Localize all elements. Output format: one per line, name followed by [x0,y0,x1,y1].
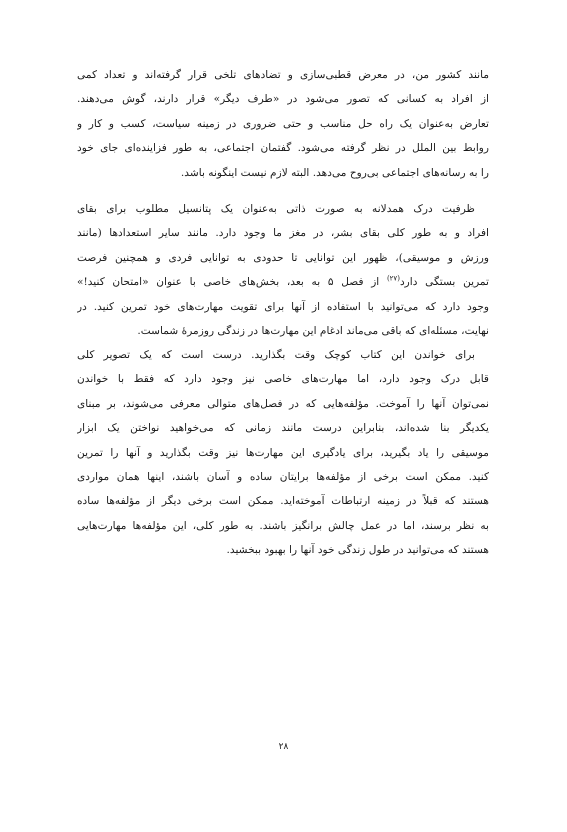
text-line: افراد و به طور کلی بقای بشر، در مغز ما وجود دارد. مانند سایر استعدادها (مانند [77,227,489,240]
text-line: موسیقی را یاد بگیرید، برای یادگیری این مهارت‌ها نیز وقت بگذارید و آنها را تمرین [77,446,489,459]
text-line: هستند که قبلاً در زمینه ارتباطات آموخته‌اید. ممکن است برخی دیگر از مؤلفه‌ها ساده [77,495,489,508]
text-line: ظرفیت درک همدلانه به صورت ذاتی به‌عنوان یک پتانسیل مطلوب برای بقای [77,203,475,215]
text-line: مانند کشور من، در معرض قطبی‌سازی و تضادهای تلخی قرار گرفته‌اند و تعداد کمی [77,69,489,81]
text-line: نمی‌توان آنها را آموخت. مؤلفه‌هایی که در فصل‌های متوالی معرفی می‌شوند، بر مبنای [77,397,489,410]
text-line: برای خواندن این کتاب کوچک وقت بگذارید. درست است که یک تصویر کلی [77,349,475,361]
text-line: را به رسانه‌های اجتماعی بی‌روح می‌دهد. البته لازم نیست اینگونه باشد. [180,166,489,179]
text-line: هستند که می‌توانید در طول زندگی خود آنها را بهبود ببخشید. [226,544,489,557]
text-line: تعارض به‌عنوان یک راه حل مناسب و حتی ضروری در زمینه سیاست، کسب و کار و [77,117,489,130]
text-fragment: تمرین بستگی دارد [399,276,489,289]
text-line: قابل درک وجود دارد، اما مهارت‌های خاصی نیز وجود دارد که فقط با خواندن [77,373,489,386]
paragraph-2 [77,197,489,343]
text-line: یکدیگر بنا شده‌اند، بنابراین درست مانند زمانی که می‌خواهید نواختن یک ابزار [77,422,489,435]
text-fragment: از فصل ۵ به بعد، بخش‌های خاصی با عنوان «امتحان کنید!» [77,276,387,289]
text-line: وجود دارد که می‌توانید با استفاده از آنها برای تقویت مهارت‌های خود تمرین کنید. در [77,300,489,313]
text-line: روابط بین الملل در نظر گرفته می‌شود. گفتمان اجتماعی، به طور فزاینده‌ای جای خود [77,142,489,155]
text-line: کنید. ممکن است برخی از مؤلفه‌ها برایتان ساده و آسان باشند، اینها همان مواردی [77,471,489,484]
text-line: نهایت، مسئله‌ای که باقی می‌ماند ادغام این مهارت‌ها در زندگی روزمرهٔ شماست. [137,325,489,338]
text-line: ورزش و موسیقی)، ظهور این توانایی تا حدودی به توانایی فردی و همچنین فرصت [77,251,489,264]
text-line: به نظر برسند، اما در عمل چالش برانگیز باشند. به طور کلی، این مؤلفه‌ها مهارت‌هایی [77,519,489,532]
paragraph-3 [77,343,489,563]
text-line-with-footnote [77,270,489,294]
text-line: از افراد به کسانی که تصور می‌شود در «طرف دیگر» قرار دارند، گوش می‌دهند. [77,93,489,106]
page-number: ۲۸ [278,742,289,752]
paragraph-1 [77,63,489,185]
footnote-reference: (۲۷) [386,274,400,283]
